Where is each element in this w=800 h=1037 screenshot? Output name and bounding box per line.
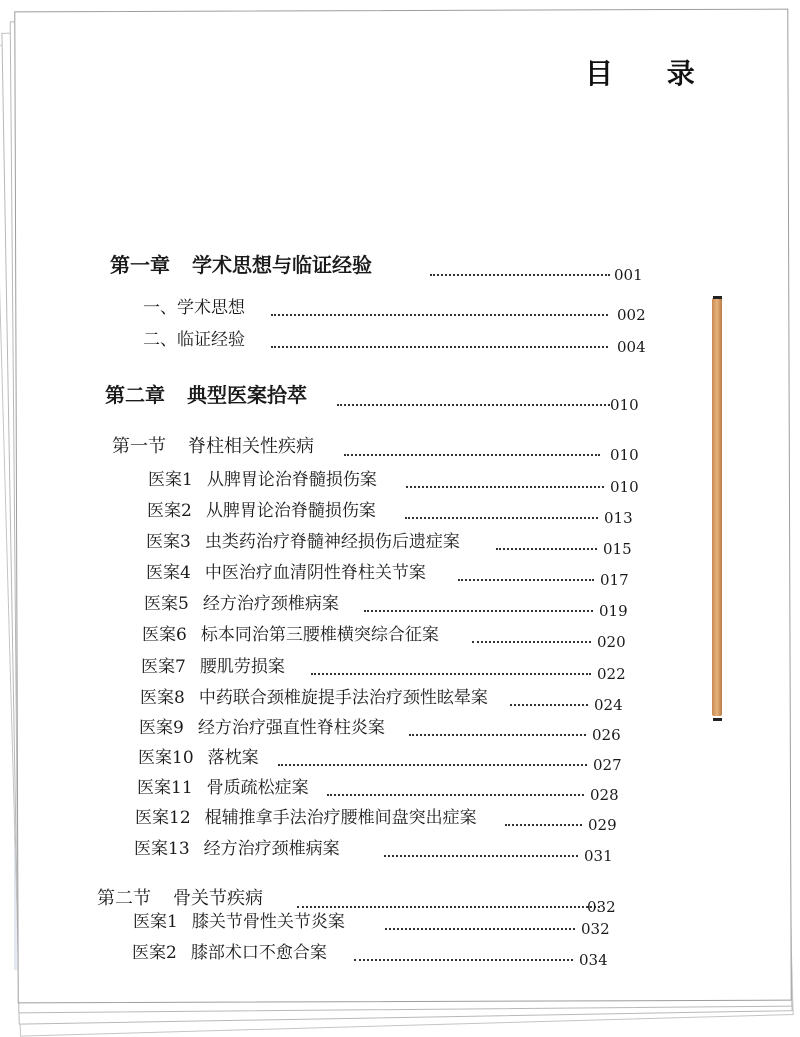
leader-dots bbox=[271, 314, 608, 316]
section-number: 第一节 bbox=[112, 436, 166, 457]
leader-dots bbox=[364, 610, 593, 612]
toc-section-1 bbox=[112, 432, 640, 464]
case-label: 医案4 bbox=[146, 563, 191, 583]
case-label: 医案1 bbox=[133, 912, 178, 932]
leader-dots bbox=[384, 855, 578, 857]
case-title: 经方治疗颈椎病案 bbox=[202, 594, 339, 614]
page-number: 031 bbox=[584, 847, 613, 865]
page-number: 010 bbox=[610, 478, 639, 496]
case-label: 医案11 bbox=[137, 778, 193, 798]
toc-case-item bbox=[144, 588, 629, 620]
case-title: 膝部术口不愈合案 bbox=[190, 943, 327, 963]
toc-item-2 bbox=[143, 324, 648, 356]
case-title: 膝关节骨性关节炎案 bbox=[191, 912, 345, 932]
case-label: 医案1 bbox=[148, 470, 193, 490]
leader-dots bbox=[405, 517, 598, 519]
toc-case-item bbox=[142, 619, 627, 651]
page-number: 032 bbox=[581, 920, 610, 938]
page-number: 019 bbox=[599, 602, 628, 620]
rod-cap-bottom bbox=[713, 718, 722, 721]
page-number: 032 bbox=[587, 898, 616, 916]
page-number: 022 bbox=[597, 665, 626, 683]
case-title: 落枕案 bbox=[207, 748, 259, 768]
leader-dots bbox=[510, 704, 588, 706]
chapter-number: 第二章 bbox=[105, 383, 165, 407]
case-title: 腰肌劳损案 bbox=[199, 657, 285, 677]
leader-dots bbox=[430, 274, 610, 276]
case-label: 医案2 bbox=[147, 501, 192, 521]
chapter-title: 典型医案拾萃 bbox=[187, 383, 307, 407]
page-number: 013 bbox=[604, 509, 633, 527]
page-number: 028 bbox=[590, 786, 619, 804]
page-number: 026 bbox=[592, 726, 621, 744]
item-label: 二、临证经验 bbox=[143, 330, 245, 350]
case-title: 经方治疗颈椎病案 bbox=[203, 839, 340, 859]
case-label: 医案6 bbox=[142, 625, 187, 645]
wooden-rod bbox=[712, 298, 722, 716]
chapter-title: 学术思想与临证经验 bbox=[192, 253, 372, 277]
leader-dots bbox=[354, 959, 573, 961]
toc-case-item bbox=[140, 682, 624, 714]
toc-case-item bbox=[146, 557, 630, 589]
case-title: 经方治疗强直性脊柱炎案 bbox=[197, 718, 385, 738]
leader-dots bbox=[409, 734, 586, 736]
leader-dots bbox=[505, 824, 582, 826]
page-number: 027 bbox=[593, 756, 622, 774]
case-title: 中医治疗血清阴性脊柱关节案 bbox=[204, 563, 426, 583]
case-label: 医案7 bbox=[141, 657, 186, 677]
leader-dots bbox=[406, 486, 604, 488]
toc-case-item bbox=[133, 906, 611, 938]
case-label: 医案5 bbox=[144, 594, 189, 614]
toc-case-item bbox=[137, 772, 620, 804]
leader-dots bbox=[458, 579, 594, 581]
leader-dots bbox=[385, 928, 575, 930]
case-title: 骨质疏松症案 bbox=[206, 778, 309, 798]
page-title: 目 录 bbox=[585, 57, 717, 90]
section-number: 第二节 bbox=[97, 888, 151, 909]
section-title: 骨关节疾病 bbox=[173, 888, 263, 909]
page-number: 010 bbox=[610, 446, 639, 464]
toc-case-item bbox=[141, 651, 627, 683]
leader-dots bbox=[278, 764, 587, 766]
case-label: 医案10 bbox=[138, 748, 194, 768]
page-number: 024 bbox=[594, 696, 623, 714]
page-number: 004 bbox=[617, 338, 646, 356]
leader-dots bbox=[327, 794, 584, 796]
case-title: 中药联合颈椎旋提手法治疗颈性眩晕案 bbox=[198, 688, 488, 708]
case-label: 医案12 bbox=[135, 808, 191, 828]
case-title: 棍辅推拿手法治疗腰椎间盘突出症案 bbox=[204, 808, 477, 828]
case-title: 虫类药治疗脊髓神经损伤后遗症案 bbox=[204, 532, 460, 552]
leader-dots bbox=[496, 548, 597, 550]
leader-dots bbox=[271, 346, 608, 348]
page-number: 015 bbox=[603, 540, 632, 558]
leader-dots bbox=[472, 641, 591, 643]
case-label: 医案8 bbox=[140, 688, 185, 708]
toc-chapter-1 bbox=[110, 252, 650, 284]
leader-dots bbox=[337, 404, 610, 406]
toc-item-1 bbox=[143, 292, 648, 324]
toc-case-item bbox=[147, 495, 634, 527]
toc-case-item bbox=[134, 833, 614, 865]
page-number: 034 bbox=[579, 951, 608, 969]
section-title: 脊柱相关性疾病 bbox=[188, 436, 314, 457]
toc-case-item bbox=[146, 526, 633, 558]
page-number: 020 bbox=[597, 633, 626, 651]
case-title: 标本同治第三腰椎横突综合征案 bbox=[200, 625, 439, 645]
toc-case-item bbox=[148, 464, 640, 496]
toc-case-item bbox=[132, 937, 609, 969]
item-label: 一、学术思想 bbox=[143, 298, 245, 318]
leader-dots bbox=[311, 673, 591, 675]
toc-case-item bbox=[138, 742, 623, 774]
page-number: 002 bbox=[617, 306, 646, 324]
case-label: 医案2 bbox=[132, 943, 177, 963]
page-number: 010 bbox=[610, 396, 639, 414]
page-number: 001 bbox=[614, 266, 643, 284]
case-label: 医案9 bbox=[139, 718, 184, 738]
toc-case-item bbox=[135, 802, 618, 834]
page-number: 029 bbox=[588, 816, 617, 834]
toc-case-item bbox=[139, 712, 622, 744]
case-title: 从脾胃论治脊髓损伤案 bbox=[206, 470, 377, 490]
page-number: 017 bbox=[600, 571, 629, 589]
toc-chapter-2 bbox=[105, 382, 650, 414]
case-title: 从脾胃论治脊髓损伤案 bbox=[205, 501, 376, 521]
rod-cap-top bbox=[713, 296, 722, 299]
leader-dots bbox=[344, 454, 600, 456]
case-label: 医案3 bbox=[146, 532, 191, 552]
chapter-number: 第一章 bbox=[110, 253, 170, 277]
case-label: 医案13 bbox=[134, 839, 190, 859]
